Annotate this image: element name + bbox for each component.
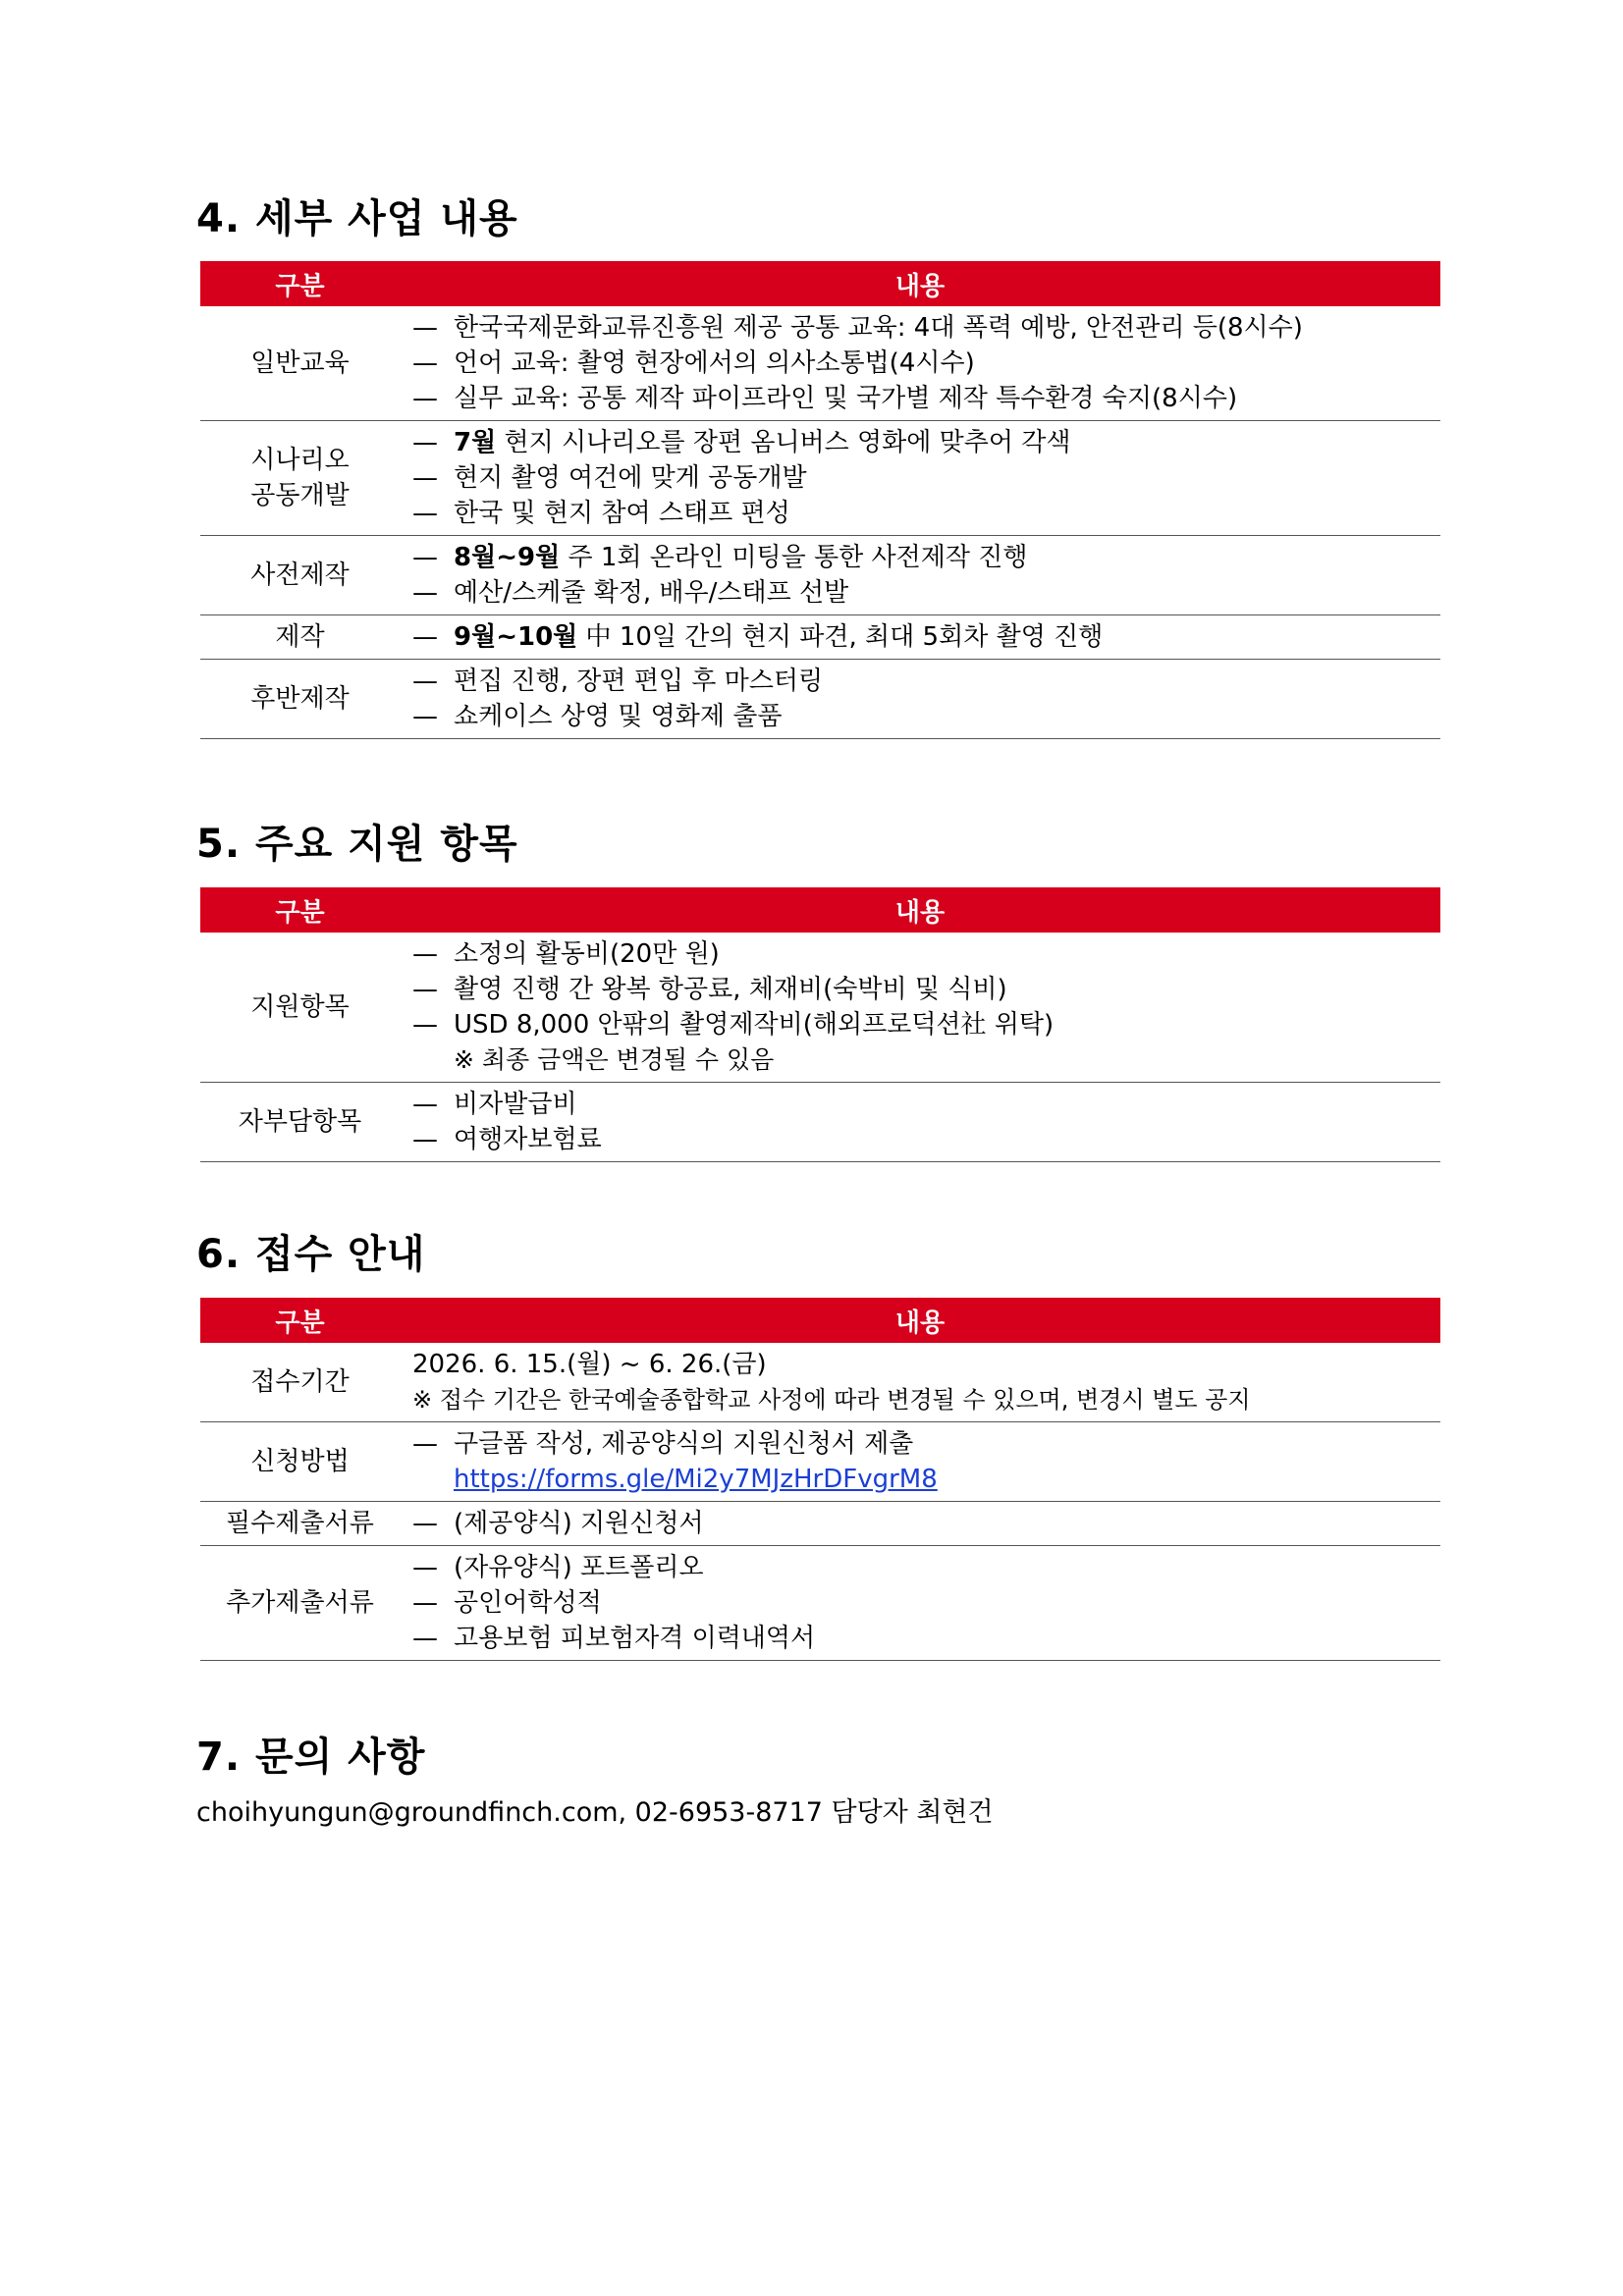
category-label: 접수기간 — [250, 1367, 350, 1397]
row-content — [400, 536, 1440, 615]
table-row — [200, 615, 1440, 660]
bullet-dash: — — [412, 1125, 438, 1154]
content-line — [412, 1621, 1440, 1656]
row-category — [200, 421, 400, 536]
content-line — [412, 1007, 1440, 1042]
row-category — [200, 536, 400, 615]
bullet-dash: — — [412, 499, 438, 528]
category-label: 제작 — [275, 622, 325, 652]
bullet-dash: — — [412, 1509, 438, 1538]
bullet-dash: — — [412, 939, 438, 969]
table-row — [200, 306, 1440, 421]
schedule-period: 8월~9월 — [454, 543, 561, 572]
line-text: 편집 진행, 장편 편입 후 마스터링 — [454, 667, 824, 696]
category-label: 필수제출서류 — [226, 1509, 374, 1538]
content-line — [412, 972, 1440, 1007]
line-text: 한국 및 현지 참여 스태프 편성 — [454, 499, 790, 528]
line-text: 여행자보험료 — [454, 1125, 602, 1154]
content-line — [412, 381, 1440, 416]
line-text: (제공양식) 지원신청서 — [454, 1509, 704, 1538]
row-content — [400, 1083, 1440, 1162]
header-content: 내용 — [400, 887, 1440, 933]
line-text: 中 10일 간의 현지 파견, 최대 5회차 촬영 진행 — [577, 622, 1104, 652]
section-title-4: 4. 세부 사업 내용 — [196, 196, 518, 241]
row-content — [400, 421, 1440, 536]
category-label: 일반교육 — [250, 348, 350, 378]
row-content — [400, 1422, 1440, 1502]
content-line: 2026. 6. 15.(월) ~ 6. 26.(금) — [412, 1350, 767, 1379]
category-label: 자부담항목 — [238, 1107, 362, 1137]
section-title-5: 5. 주요 지원 항목 — [196, 822, 518, 867]
table-row — [200, 660, 1440, 739]
bullet-dash: — — [412, 702, 438, 731]
row-content — [400, 306, 1440, 421]
bullet-dash: — — [412, 428, 438, 457]
header-content: 내용 — [400, 261, 1440, 306]
row-content — [400, 615, 1440, 660]
content-line — [412, 310, 1440, 346]
application-form-link[interactable]: https://forms.gle/Mi2y7MJzHrDFvgrM8 — [454, 1465, 938, 1494]
content-line — [412, 1087, 1440, 1122]
category-label: 신청방법 — [250, 1447, 350, 1476]
row-content — [400, 1502, 1440, 1546]
content-line — [412, 1122, 1440, 1157]
bullet-dash: — — [412, 1090, 438, 1119]
content-line — [412, 936, 1440, 972]
content-line — [412, 1550, 1440, 1585]
section-title-6: 6. 접수 안내 — [196, 1232, 426, 1277]
content-line — [412, 575, 1440, 611]
bullet-dash: — — [412, 1624, 438, 1653]
bullet-dash: — — [412, 313, 438, 343]
line-text: 소정의 활동비(20만 원) — [454, 939, 720, 969]
category-label: 후반제작 — [250, 684, 350, 714]
row-category — [200, 933, 400, 1083]
line-text: 공인어학성적 — [454, 1588, 602, 1618]
category-label: 추가제출서류 — [226, 1588, 374, 1618]
table-row — [200, 536, 1440, 615]
row-content — [400, 1546, 1440, 1661]
line-text: 주 1회 온라인 미팅을 통한 사전제작 진행 — [560, 543, 1028, 572]
row-category — [200, 1502, 400, 1546]
bullet-dash: — — [412, 578, 438, 608]
schedule-period: 9월~10월 — [454, 622, 578, 652]
bullet-dash: — — [412, 622, 438, 652]
content-line — [412, 1426, 1440, 1462]
table-header-row — [200, 887, 1440, 933]
header-category: 구분 — [200, 887, 400, 933]
line-text: 현지 시나리오를 장편 옴니버스 영화에 맞추어 각색 — [496, 428, 1071, 457]
line-text: 촬영 진행 간 왕복 항공료, 체재비(숙박비 및 식비) — [454, 975, 1007, 1004]
table-row — [200, 933, 1440, 1083]
line-text: 현지 촬영 여건에 맞게 공동개발 — [454, 463, 807, 493]
line-text: (자유양식) 포트폴리오 — [454, 1553, 704, 1582]
content-line — [412, 664, 1440, 699]
bullet-dash: — — [412, 667, 438, 696]
table-support-items — [200, 887, 1440, 1162]
row-category — [200, 1546, 400, 1661]
bullet-dash: — — [412, 384, 438, 413]
row-category — [200, 615, 400, 660]
section-title-7: 7. 문의 사항 — [196, 1735, 426, 1780]
line-text: 언어 교육: 촬영 현장에서의 의사소통법(4시수) — [454, 348, 975, 378]
content-line — [412, 346, 1440, 381]
table-application-guide — [200, 1298, 1440, 1661]
line-text: 고용보험 피보험자격 이력내역서 — [454, 1624, 816, 1653]
content-line — [412, 540, 1440, 575]
bullet-dash: — — [412, 543, 438, 572]
table-row — [200, 1083, 1440, 1162]
contact-info: choihyungun@groundfinch.com, 02-6953-8717 담당자 최현건 — [196, 1797, 994, 1828]
category-label: 시나리오 — [250, 446, 350, 475]
table-project-details — [200, 261, 1440, 739]
row-category — [200, 660, 400, 739]
category-label: 지원항목 — [250, 992, 350, 1022]
bullet-dash: — — [412, 975, 438, 1004]
header-category: 구분 — [200, 1298, 400, 1343]
row-category — [200, 1083, 400, 1162]
line-text: 쇼케이스 상영 및 영화제 출품 — [454, 702, 783, 731]
bullet-dash: — — [412, 1429, 438, 1459]
content-line — [412, 1462, 1440, 1497]
schedule-period: 7월 — [454, 428, 497, 457]
content-line — [412, 699, 1440, 734]
row-category — [200, 306, 400, 421]
row-content — [400, 933, 1440, 1083]
content-line — [412, 1585, 1440, 1621]
line-text: 예산/스케줄 확정, 배우/스태프 선발 — [454, 578, 849, 608]
table-row — [200, 1502, 1440, 1546]
row-content — [400, 660, 1440, 739]
category-label: 공동개발 — [250, 481, 350, 510]
content-line — [412, 496, 1440, 531]
table-row — [200, 421, 1440, 536]
category-label: 사전제작 — [250, 561, 350, 590]
bullet-dash: — — [412, 1553, 438, 1582]
line-text: USD 8,000 안팎의 촬영제작비(해외프로덕션社 위탁) — [454, 1010, 1055, 1040]
content-line — [412, 619, 1440, 655]
table-header-row — [200, 1298, 1440, 1343]
table-row — [200, 1546, 1440, 1661]
bullet-dash: — — [412, 348, 438, 378]
bullet-dash: — — [412, 1588, 438, 1618]
content-line — [412, 425, 1440, 460]
bullet-dash: — — [412, 463, 438, 493]
table-header-row — [200, 261, 1440, 306]
header-category: 구분 — [200, 261, 400, 306]
table-row — [200, 1422, 1440, 1502]
line-text: 한국국제문화교류진흥원 제공 공통 교육: 4대 폭력 예방, 안전관리 등(8시수) — [454, 313, 1303, 343]
line-text: 실무 교육: 공통 제작 파이프라인 및 국가별 제작 특수환경 숙지(8시수) — [454, 384, 1238, 413]
content-line — [412, 1506, 1440, 1541]
row-category — [200, 1422, 400, 1502]
bullet-dash: — — [412, 1010, 438, 1040]
line-text: 구글폼 작성, 제공양식의 지원신청서 제출 — [454, 1429, 914, 1459]
content-line: ※ 최종 금액은 변경될 수 있음 — [454, 1045, 775, 1074]
row-category — [200, 1343, 400, 1422]
table-row — [200, 1343, 1440, 1422]
content-line — [412, 460, 1440, 496]
header-content: 내용 — [400, 1298, 1440, 1343]
line-text: 비자발급비 — [454, 1090, 577, 1119]
content-line: ※ 접수 기간은 한국예술종합학교 사정에 따라 변경될 수 있으며, 변경시 별도 공지 — [412, 1386, 1251, 1414]
row-content — [400, 1343, 1440, 1422]
